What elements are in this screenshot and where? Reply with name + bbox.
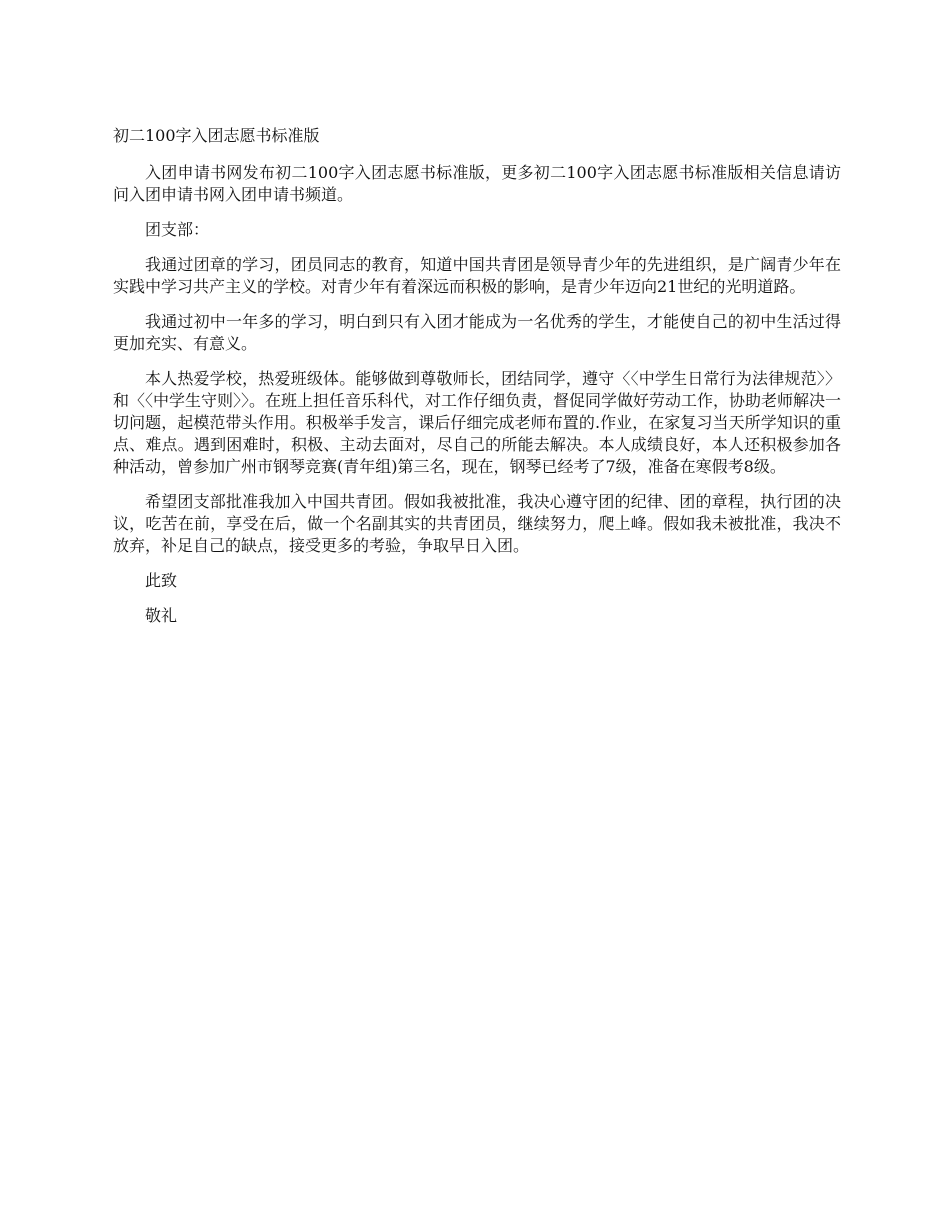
salutation: 团支部： — [145, 220, 210, 239]
closing-line: 此致 — [145, 571, 178, 590]
document-body — [113, 125, 841, 640]
body-paragraph: 我通过团章的学习，团员同志的教育，知道中国共青团是领导青少年的先进组织，是广阔青少年在实践中学习共产主义的学校。对青少年有着深远而积极的影响，是青少年迈向21世纪的光明道路。 — [113, 255, 841, 296]
body-paragraph: 本人热爱学校，热爱班级体。能够做到尊敬师长，团结同学，遵守〈〈中学生日常行为法律规范〉〉和〈〈中学生守则〉〉。在班上担任音乐科代，对工作仔细负责，督促同学做好劳动工作，协助老师解决一切问题，起模范带头作用。积极举手发言，课后仔细完成老师布置的.作业，在家复习当天所学知识的重点、难点。遇到困难时，积极、主动去面对，尽自己的所能去解决。本人成绩良好，本人还积极参加各种活动，曾参加广州市钢琴竞赛(青年组)第三名，现在，钢琴已经考了7级，准备在寒假考8级。 — [113, 369, 842, 476]
body-paragraph: 希望团支部批准我加入中国共青团。假如我被批准，我决心遵守团的纪律、团的章程，执行团的决议，吃苦在前，享受在后，做一个名副其实的共青团员，继续努力，爬上峰。假如我未被批准，我决不放弃，补足自己的缺点，接受更多的考验，争取早日入团。 — [113, 492, 841, 555]
closing-salute: 敬礼 — [145, 606, 178, 625]
body-paragraph: 我通过初中一年多的学习，明白到只有入团才能成为一名优秀的学生，才能使自己的初中生活过得更加充实、有意义。 — [113, 312, 841, 353]
document-title: 初二100字入团志愿书标准版 — [113, 126, 320, 145]
intro-paragraph: 入团申请书网发布初二100字入团志愿书标准版，更多初二100字入团志愿书标准版相关信息请访问入团申请书网入团申请书频道。 — [113, 163, 841, 204]
